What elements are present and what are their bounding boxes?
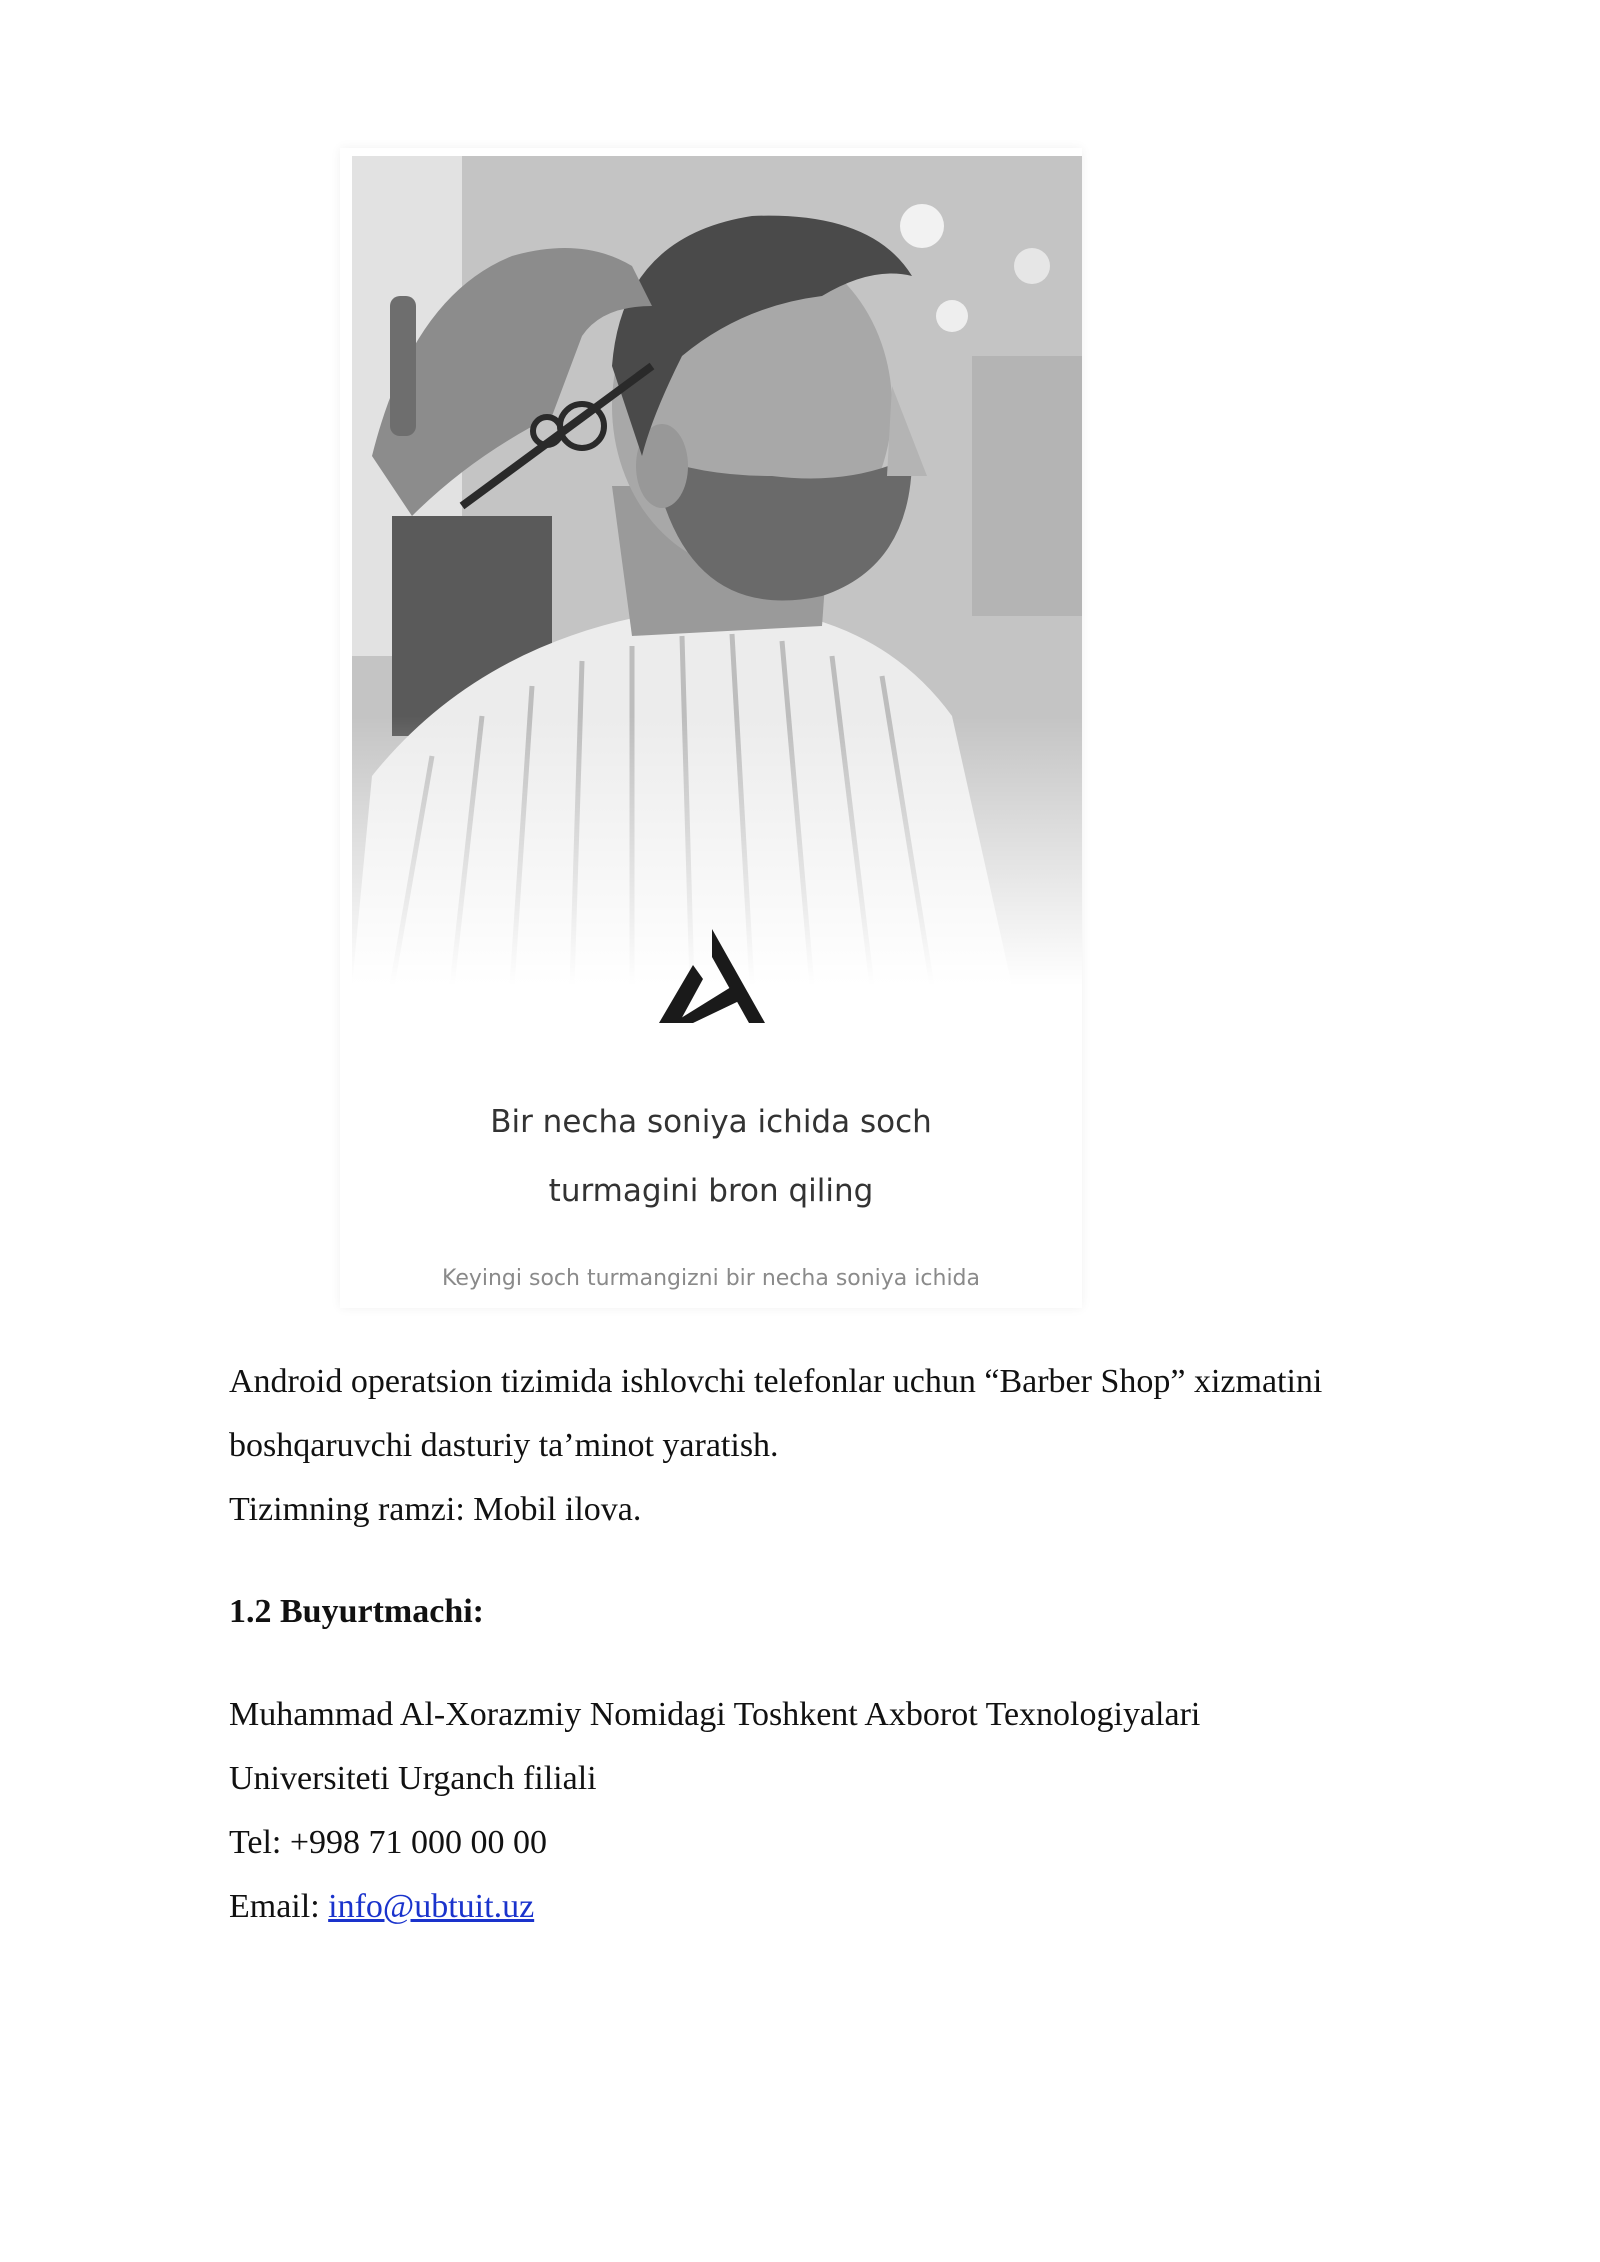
app-title-line2: turmagini bron qiling	[548, 1173, 874, 1209]
app-subtitle: Keyingi soch turmangizni bir necha soniya ichida	[441, 1266, 980, 1291]
barber-photo-icon	[352, 156, 1082, 986]
body-line-4: Muhammad Al-Xorazmiy Nomidagi Toshkent Axborot Texnologiyalari	[229, 1696, 1201, 1733]
body-line-1: Android operatsion tizimida ishlovchi telefonlar uchun “Barber Shop” xizmatini	[229, 1363, 1323, 1400]
email-line	[229, 1875, 1479, 1939]
body-line-5: Universiteti Urganch filiali	[229, 1760, 597, 1797]
app-title-line1: Bir necha soniya ichida soch	[490, 1104, 932, 1140]
body-line-3: Tizimning ramzi: Mobil ilova.	[229, 1491, 642, 1528]
section-heading: 1.2 Buyurtmachi:	[229, 1593, 484, 1630]
app-screenshot-figure	[340, 148, 1082, 1308]
email-label: Email:	[229, 1888, 329, 1925]
triangle-logo-icon	[653, 923, 771, 1033]
body-line-2: boshqaruvchi dasturiy ta’minot yaratish.	[229, 1427, 779, 1464]
email-link[interactable]: info@ubtuit.uz	[328, 1888, 535, 1925]
tel-line: Tel: +998 71 000 00 00	[229, 1824, 548, 1861]
